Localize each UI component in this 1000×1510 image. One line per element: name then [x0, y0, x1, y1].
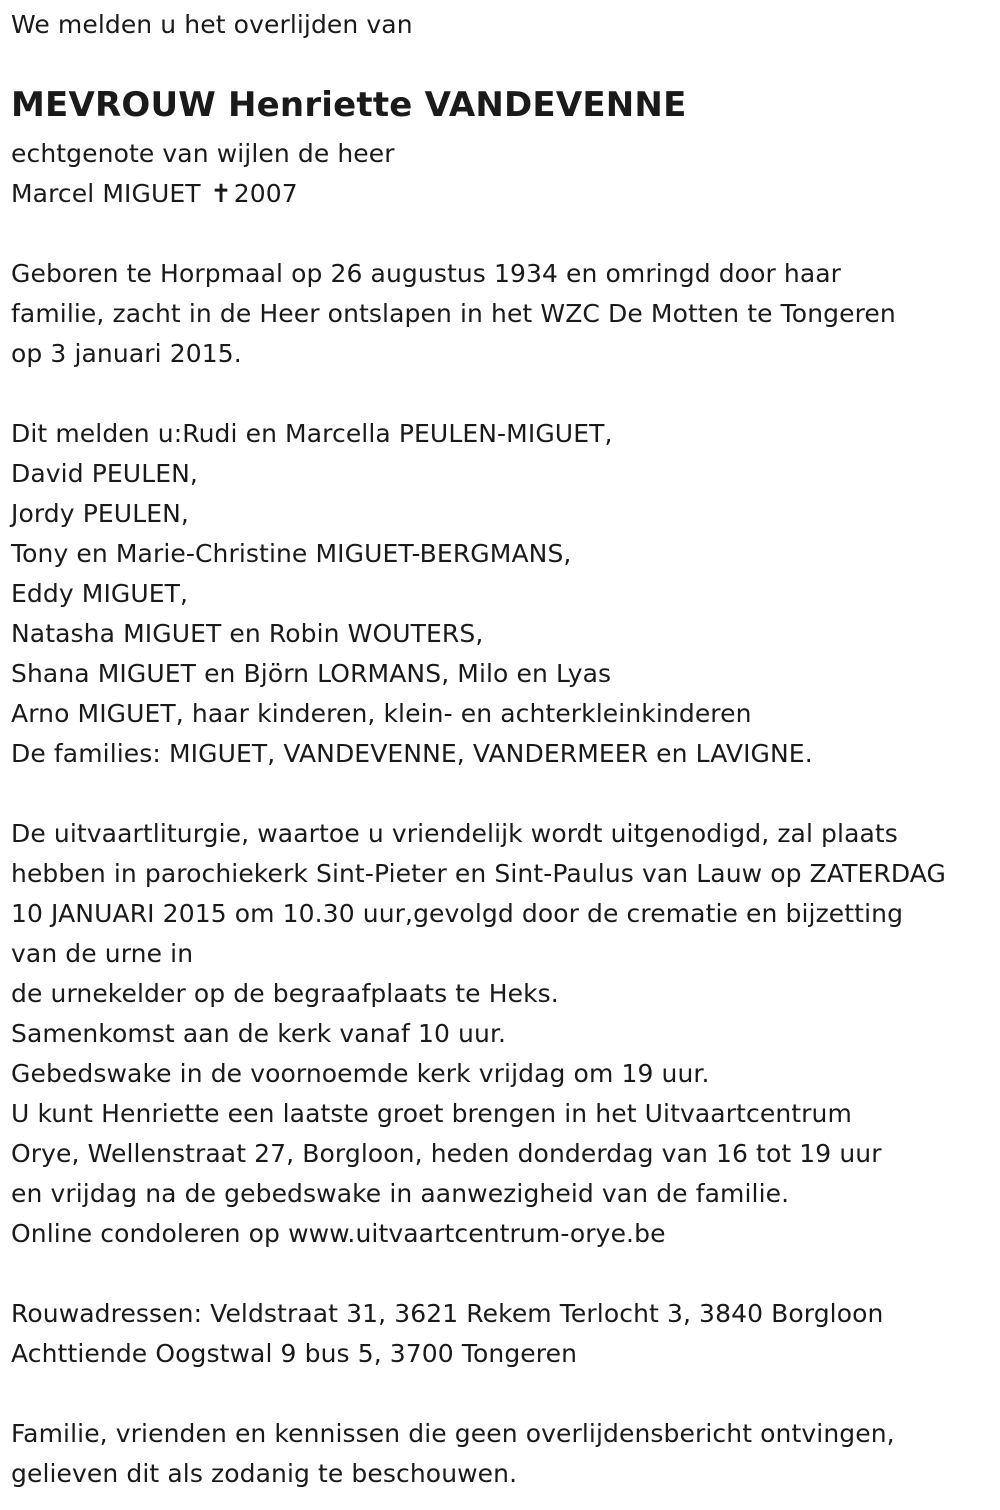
address-line: Rouwadressen: Veldstraat 31, 3621 Rekem Terlocht 3, 3840 Borgloon [11, 1299, 884, 1328]
birth-line: Geboren te Horpmaal op 26 augustus 1934 en omringd door haar [11, 259, 842, 288]
funeral-line: Orye, Wellenstraat 27, Borgloon, heden donderdag van 16 tot 19 uur [11, 1139, 882, 1168]
address-line: Achttiende Oogstwal 9 bus 5, 3700 Tongeren [11, 1339, 578, 1368]
spouse-name: Marcel MIGUET [11, 179, 201, 208]
family-line: Jordy PEULEN, [11, 499, 189, 528]
family-line: Dit melden u:Rudi en Marcella PEULEN-MIGUET, [11, 419, 613, 448]
cross-icon: ✝ [210, 179, 232, 208]
family-line: Arno MIGUET, haar kinderen, klein- en achterkleinkinderen [11, 699, 752, 728]
spouse-line: echtgenote van wijlen de heer [11, 139, 395, 168]
family-line: David PEULEN, [11, 459, 198, 488]
condolence-link-line: Online condoleren op www.uitvaartcentrum-orye.be [11, 1219, 666, 1248]
spouse-name-line [11, 174, 298, 214]
intro-text: We melden u het overlijden van [11, 10, 413, 39]
funeral-line: en vrijdag na de gebedswake in aanwezigheid van de familie. [11, 1179, 790, 1208]
birth-line: op 3 januari 2015. [11, 339, 242, 368]
closing-line: gelieven dit als zodanig te beschouwen. [11, 1459, 518, 1488]
family-line: De families: MIGUET, VANDEVENNE, VANDERMEER en LAVIGNE. [11, 739, 813, 768]
family-line: Natasha MIGUET en Robin WOUTERS, [11, 619, 484, 648]
funeral-line: Samenkomst aan de kerk vanaf 10 uur. [11, 1019, 507, 1048]
deceased-name: MEVROUW Henriette VANDEVENNE [11, 85, 687, 125]
closing-line: Familie, vrienden en kennissen die geen overlijdensbericht ontvingen, [11, 1419, 895, 1448]
family-line: Shana MIGUET en Björn LORMANS, Milo en Lyas [11, 659, 612, 688]
funeral-line: hebben in parochiekerk Sint-Pieter en Sint-Paulus van Lauw op ZATERDAG [11, 859, 947, 888]
funeral-line: De uitvaartliturgie, waartoe u vriendelijk wordt uitgenodigd, zal plaats [11, 819, 898, 848]
funeral-line: van de urne in [11, 939, 194, 968]
funeral-line: 10 JANUARI 2015 om 10.30 uur,gevolgd door de crematie en bijzetting [11, 899, 904, 928]
spouse-death-year: 2007 [233, 179, 298, 208]
family-line: Tony en Marie-Christine MIGUET-BERGMANS, [11, 539, 572, 568]
funeral-line: Gebedswake in de voornoemde kerk vrijdag om 19 uur. [11, 1059, 710, 1088]
funeral-line: de urnekelder op de begraafplaats te Heks. [11, 979, 559, 1008]
family-line: Eddy MIGUET, [11, 579, 189, 608]
birth-line: familie, zacht in de Heer ontslapen in het WZC De Motten te Tongeren [11, 299, 896, 328]
funeral-line: U kunt Henriette een laatste groet brengen in het Uitvaartcentrum [11, 1099, 852, 1128]
